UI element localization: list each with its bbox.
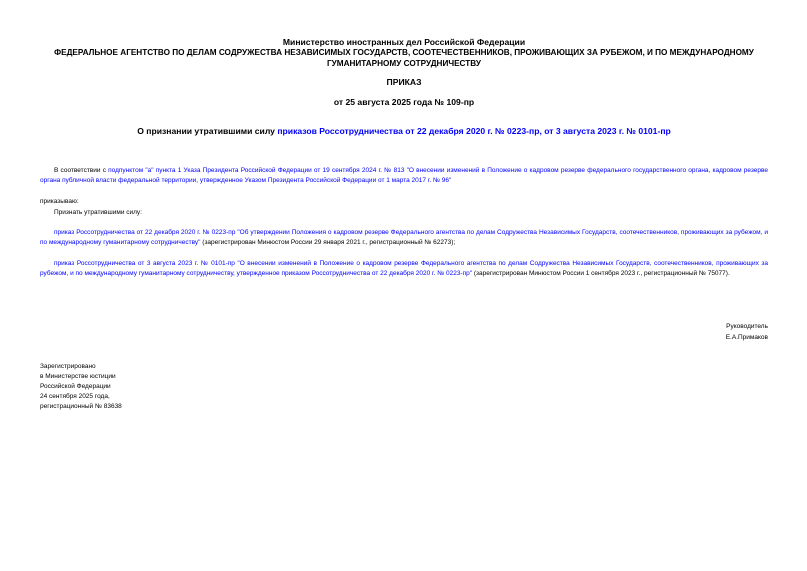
registration-line: регистрационный № 83638 xyxy=(40,403,122,410)
signatory-name: Е.А.Примаков xyxy=(725,334,768,341)
registration-line: 24 сентября 2025 года, xyxy=(40,393,110,400)
signature-block xyxy=(726,321,768,343)
document-date-number: от 25 августа 2025 года № 109-пр xyxy=(333,97,475,107)
subject-prefix: О признании утратившими силу xyxy=(137,126,278,136)
repealed-order-2-link[interactable]: приказ Россотрудничества от 3 августа 2023 г. № 0101-пр "О внесении изменений в Положение о кадровом резерве Федерального агентства по делам Содружества Независимых Государств, соотечественников, проживающих за рубежом, и по международному гуманитарному сотрудничеству, утвержденное приказом Россотрудничества от 22 декабря 2020 г. № 0223-пр" xyxy=(40,260,768,277)
basis-link[interactable]: подпунктом "а" пункта 1 Указа Президента Российской Федерации от 19 сентября 2024 г. № 813 "О внесении изменений в Положение о кадровом резерве федерального государственного органа, кадровом резерве органа публичной власти федеральной территории, утвержденное Указом Президента Российской Федерации от 1 марта 2017 г. № 96" xyxy=(40,167,769,184)
paragraph-repeal-item-2 xyxy=(40,259,768,279)
registration-line: Зарегистрировано xyxy=(40,363,96,370)
repealed-order-1-link[interactable]: приказ Россотрудничества от 22 декабря 2020 г. № 0223-пр "Об утверждении Положения о кадровом резерве Федерального агентства по делам Содружества Независимых Государств, соотечественников, проживающих за рубежом, и по международному гуманитарному сотрудничеству" xyxy=(40,229,768,246)
registration-block xyxy=(40,362,122,412)
paragraph-repeal-item-1 xyxy=(40,228,768,248)
agency-name: ФЕДЕРАЛЬНОЕ АГЕНТСТВО ПО ДЕЛАМ СОДРУЖЕСТВА НЕЗАВИСИМЫХ ГОСУДАРСТВ, СООТЕЧЕСТВЕННИКОВ, ПРОЖИВАЮЩИХ ЗА РУБЕЖОМ, И ПО МЕЖДУНАРОДНОМУ ГУМАНИТАРНОМУ СОТРУДНИЧЕСТВУ xyxy=(54,48,754,68)
document-subject xyxy=(40,126,768,137)
registration-line: Российской Федерации xyxy=(40,383,111,390)
paragraph-basis xyxy=(40,166,768,186)
basis-prefix: В соответствии с xyxy=(54,167,109,174)
repealed-order-1-registration: (зарегистрирован Минюстом России 29 января 2021 г., регистрационный № 62273); xyxy=(200,239,456,246)
ministry-name: Министерство иностранных дел Российской Федерации xyxy=(282,37,526,47)
paragraph-order-word: приказываю: xyxy=(40,198,79,205)
signatory-position: Руководитель xyxy=(726,323,768,330)
subject-link[interactable]: приказов Россотрудничества от 22 декабря 2020 г. № 0223-пр, от 3 августа 2023 г. № 0101-пр xyxy=(277,126,671,136)
registration-line: в Министерстве юстиции xyxy=(40,373,116,380)
document-type: ПРИКАЗ xyxy=(386,77,422,87)
paragraph-repeal-intro: Признать утратившими силу: xyxy=(54,209,142,216)
repealed-order-2-registration: (зарегистрирован Минюстом России 1 сентября 2023 г., регистрационный № 75077). xyxy=(472,270,730,277)
